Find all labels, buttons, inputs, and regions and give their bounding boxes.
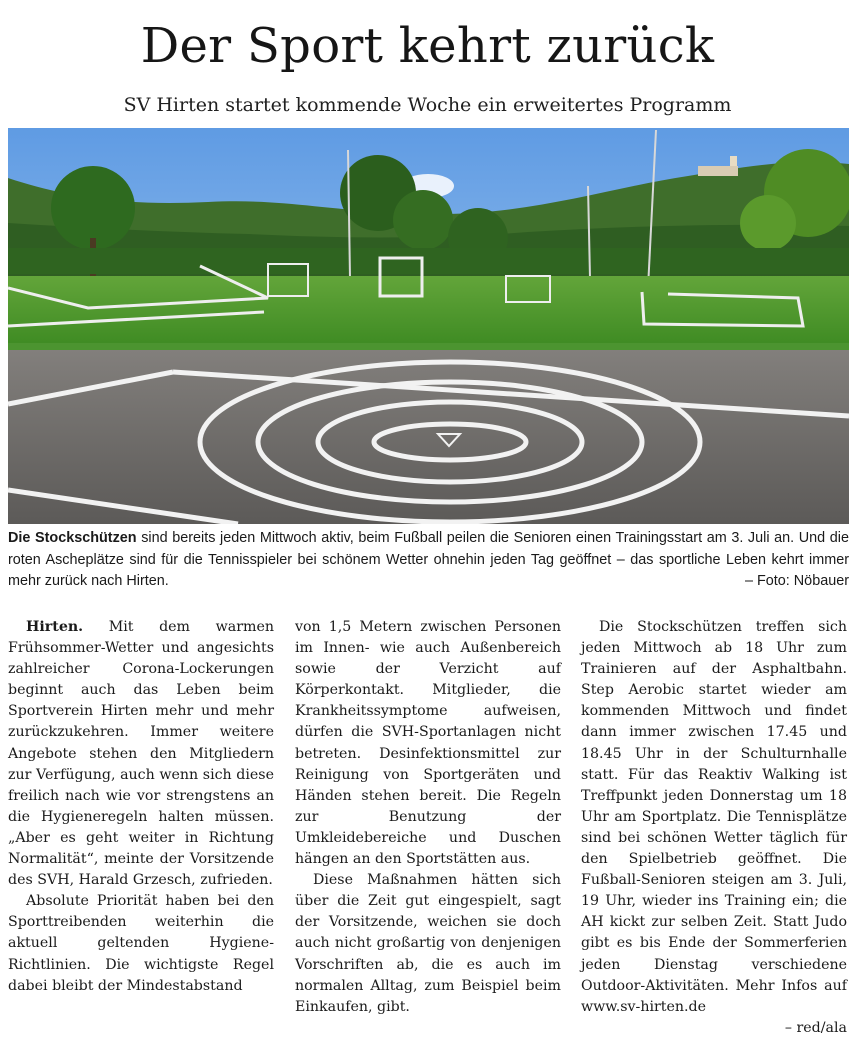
caption-lead: Die Stockschützen xyxy=(8,530,137,546)
author-signoff: – red/ala xyxy=(784,1019,847,1036)
headline: Der Sport kehrt zurück xyxy=(140,18,715,74)
article-column-3 xyxy=(581,617,847,1039)
article-photo xyxy=(8,128,849,524)
subheadline: SV Hirten startet kommende Woche ein erweitertes Programm xyxy=(123,94,732,116)
body-paragraph: Mit dem warmen Frühsommer-Wetter und angesichts zahlreicher Corona-Lockerungen beginnt auch das Leben beim Sportverein Hirten mehr und mehr zurückzukehren. Immer weitere Angebote stehen den Mitgliedern zur Verfügung, auch wenn sich diese freilich nach wie vor strengstens an die Hygieneregeln halten müssen. „Aber es geht weiter in Richtung Normalität“, meinte der Vorsitzende des SVH, Harald Grzesch, zufrieden. xyxy=(8,619,274,889)
caption-text: sind bereits jeden Mittwoch aktiv, beim Fußball peilen die Senioren einen Trainingsstart am 3. Juli an. Und die roten Ascheplätze sind für die Tennisspieler bei schönem Wetter ohnehin jeden Tag geöffnet – das sportliche Leben kehrt immer mehr zurück nach Hirten. xyxy=(8,530,849,589)
body-paragraph: Die Stockschützen treffen sich jeden Mittwoch ab 18 Uhr zum Trainieren auf der Asphaltbahn. Step Aerobic startet wieder am kommenden Mittwoch und findet dann immer zwischen 17.45 und 18.45 Uhr in der Schulturnhalle statt. Für das Reaktiv Walking ist Treffpunkt jeden Donnerstag um 18 Uhr am Sportplatz. Die Tennisplätze sind bei schönen Wetter täglich für den Spielbetrieb geöffnet. Die Fußball-Senioren steigen am 3. Juli, 19 Uhr, wieder ins Training ein; die AH kickt zur selben Zeit. Statt Judo gibt es bis Ende der Sommerferien jeden Dienstag verschiedene Outdoor-Aktivitäten. Mehr Infos auf www.sv-hirten.de xyxy=(581,619,847,1015)
body-paragraph: von 1,5 Metern zwischen Personen im Innen- wie auch Außenbereich sowie der Verzicht auf Körperkontakt. Mitglieder, die Krankheitssymptome aufweisen, dürfen die SVH-Sportanlagen nicht betreten. Desinfektionsmittel zur Reinigung von Sportgeräten und Händen stehen bereit. Die Regeln zur Benutzung der Umkleidebereiche und Duschen hängen an den Sportstätten aus. xyxy=(295,619,561,868)
body-paragraph: Diese Maßnahmen hätten sich über die Zeit gut eingespielt, sagt der Vorsitzende, weichen sie doch auch nicht großartig von denjenigen Vorschriften ab, die es auch im normalen Alltag, zum Beispiel beim Einkaufen, gibt. xyxy=(295,872,561,1015)
article-column-1 xyxy=(8,617,274,997)
dateline: Hirten. xyxy=(26,619,84,635)
photo-credit: – Foto: Nöbauer xyxy=(745,573,849,589)
body-paragraph: Absolute Priorität haben bei den Sporttreibenden weiterhin die aktuell geltenden Hygiene-Richtlinien. Die wichtigste Regel dabei bleibt der Mindestabstand xyxy=(8,893,274,994)
photo-caption xyxy=(8,528,849,593)
article-column-2 xyxy=(295,617,561,1018)
